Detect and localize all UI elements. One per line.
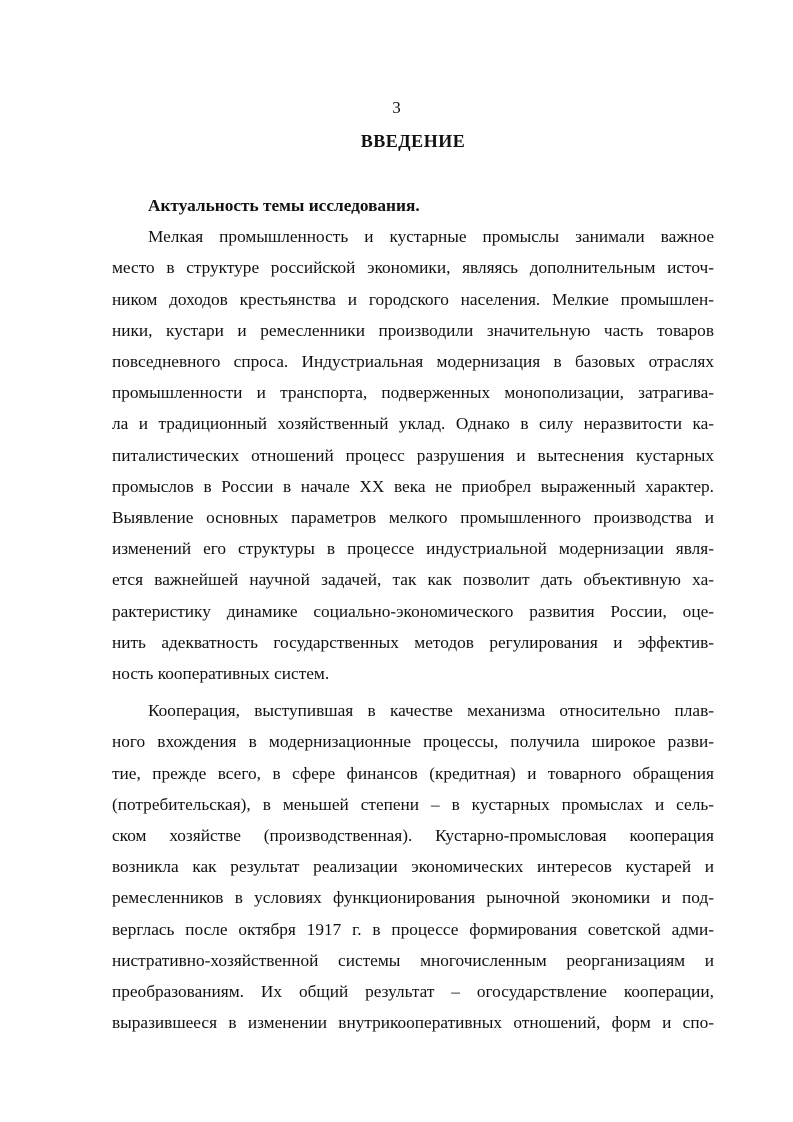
text-line: ла и традиционный хозяйственный уклад. Однако в силу неразвитости ка-	[112, 414, 714, 434]
text-line: тие, прежде всего, в сфере финансов (кредитная) и товарного обращения	[112, 763, 714, 783]
text-line: Выявление основных параметров мелкого промышленного производства и	[112, 508, 714, 528]
paragraph-2	[112, 695, 714, 1038]
text-line: возникла как результат реализации экономических интересов кустарей и	[112, 857, 714, 877]
text-line: Мелкая промышленность и кустарные промыслы занимали важное	[148, 227, 714, 247]
text-line: верглась после октября 1917 г. в процессе формирования советской адми-	[112, 919, 714, 939]
text-line: изменений его структуры в процессе индустриальной модернизации явля-	[112, 539, 714, 559]
text-line: питалистических отношений процесс разрушения и вытеснения кустарных	[112, 445, 714, 465]
text-line: промышленности и транспорта, подверженных монополизации, затрагива-	[112, 383, 714, 403]
text-line: место в структуре российской экономики, являясь дополнительным источ-	[112, 258, 714, 278]
body-text	[112, 190, 714, 1038]
text-line: выразившееся в изменении внутрикооперативных отношений, форм и спо-	[112, 1013, 714, 1033]
text-line: ники, кустари и ремесленники производили значительную часть товаров	[112, 320, 714, 340]
text-line: (потребительская), в меньшей степени – в кустарных промыслах и сель-	[112, 794, 714, 814]
text-line: ском хозяйстве (производственная). Кустарно-промысловая кооперация	[112, 826, 714, 846]
page-title: ВВЕДЕНИЕ	[360, 131, 466, 151]
text-line: ется важнейшей научной задачей, так как позволит дать объективную ха-	[112, 570, 714, 590]
text-line: нить адекватность государственных методов регулирования и эффектив-	[112, 632, 714, 652]
text-line: ником доходов крестьянства и городского населения. Мелкие промышлен-	[112, 289, 714, 309]
text-line: ность кооперативных систем.	[112, 664, 330, 684]
page-number: 3	[392, 98, 401, 117]
text-line: нистративно-хозяйственной системы многочисленным реорганизациям и	[112, 950, 714, 970]
text-line: ного вхождения в модернизационные процессы, получила широкое разви-	[112, 732, 714, 752]
text-line: промыслов в России в начале XX века не приобрел выраженный характер.	[112, 476, 714, 496]
text-line: Кооперация, выступившая в качестве механизма относительно плав-	[148, 701, 714, 721]
text-line: ремесленников в условиях функционирования рыночной экономики и под-	[112, 888, 714, 908]
text-line: рактеристику динамике социально-экономического развития России, оце-	[112, 601, 714, 621]
paragraph-1	[112, 221, 714, 689]
section-heading: Актуальность темы исследования.	[148, 196, 420, 215]
text-line: повседневного спроса. Индустриальная модернизация в базовых отраслях	[112, 352, 714, 372]
text-line: преобразованиям. Их общий результат – огосударствление кооперации,	[112, 982, 714, 1002]
